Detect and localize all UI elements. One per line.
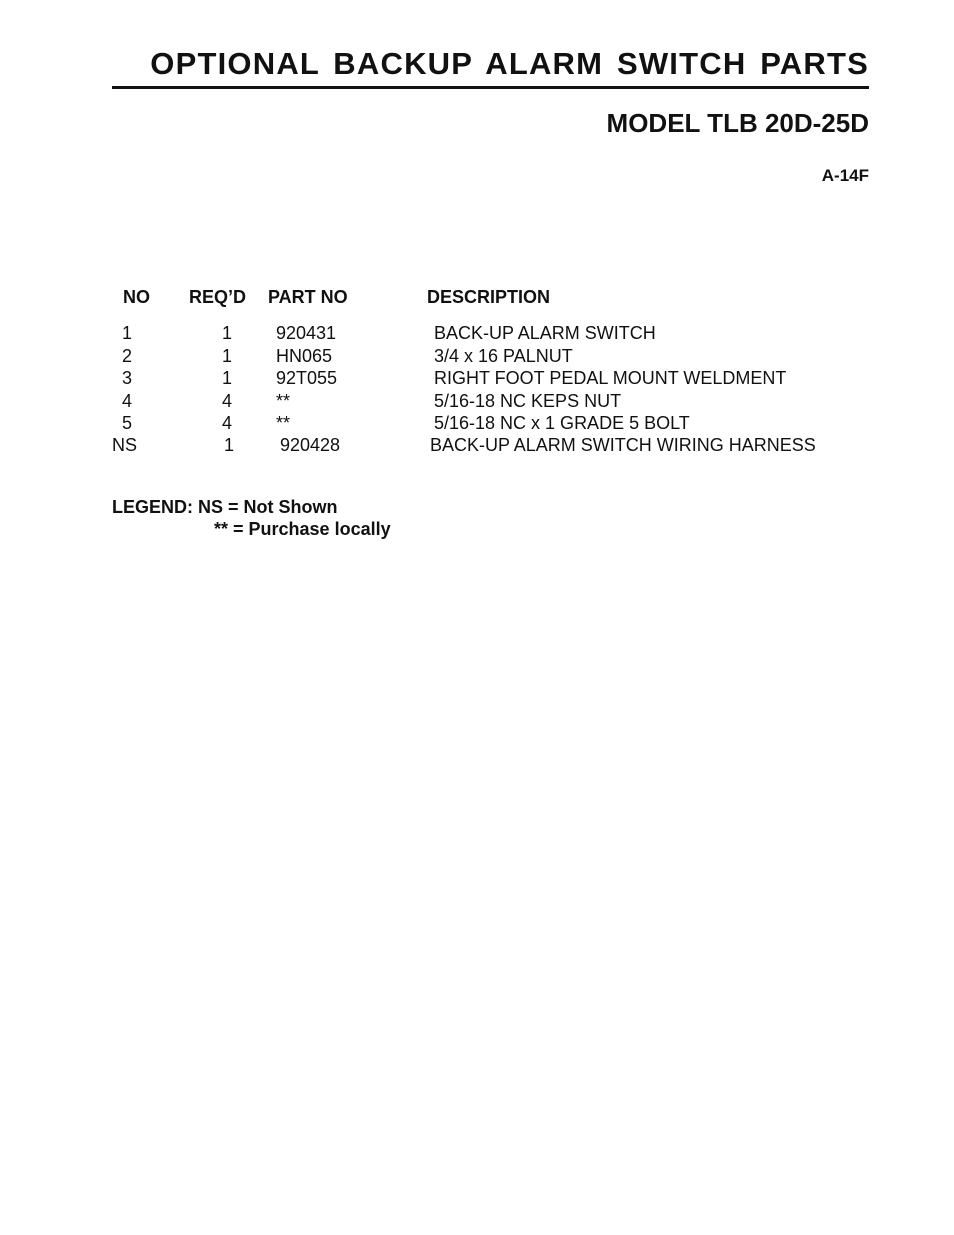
cell-part-no: 920431 xyxy=(276,323,337,343)
cell-reqd: 4 xyxy=(222,391,233,411)
cell-part-no: 920428 xyxy=(280,435,341,455)
cell-description: 3/4 x 16 PALNUT xyxy=(434,346,573,366)
column-header-part-no: PART NO xyxy=(268,287,348,307)
title-divider xyxy=(112,86,869,89)
page-code: A-14F xyxy=(821,166,869,185)
cell-no: NS xyxy=(112,435,138,455)
cell-reqd: 4 xyxy=(222,413,233,433)
legend-line-not-shown: LEGEND: NS = Not Shown xyxy=(112,497,338,517)
cell-part-no: HN065 xyxy=(276,346,333,366)
cell-description: BACK-UP ALARM SWITCH WIRING HARNESS xyxy=(430,435,816,455)
cell-no: 1 xyxy=(122,323,133,343)
cell-no: 4 xyxy=(122,391,133,411)
cell-description: BACK-UP ALARM SWITCH xyxy=(434,323,656,343)
column-header-no: NO xyxy=(123,287,150,307)
cell-part-no: ** xyxy=(276,391,291,411)
cell-description: RIGHT FOOT PEDAL MOUNT WELDMENT xyxy=(434,368,787,388)
cell-description: 5/16-18 NC KEPS NUT xyxy=(434,391,622,411)
cell-no: 3 xyxy=(122,368,133,388)
page-title: OPTIONAL BACKUP ALARM SWITCH PARTS xyxy=(150,46,869,81)
column-header-description: DESCRIPTION xyxy=(427,287,551,307)
cell-part-no: ** xyxy=(276,413,291,433)
cell-no: 2 xyxy=(122,346,133,366)
cell-reqd: 1 xyxy=(222,346,233,366)
cell-no: 5 xyxy=(122,413,133,433)
column-header-reqd: REQ’D xyxy=(189,287,247,307)
legend-line-purchase-locally: ** = Purchase locally xyxy=(214,519,391,539)
cell-description: 5/16-18 NC x 1 GRADE 5 BOLT xyxy=(434,413,690,433)
cell-reqd: 1 xyxy=(224,435,235,455)
cell-part-no: 92T055 xyxy=(276,368,338,388)
cell-reqd: 1 xyxy=(222,368,233,388)
model-heading: MODEL TLB 20D-25D xyxy=(606,108,869,138)
cell-reqd: 1 xyxy=(222,323,233,343)
